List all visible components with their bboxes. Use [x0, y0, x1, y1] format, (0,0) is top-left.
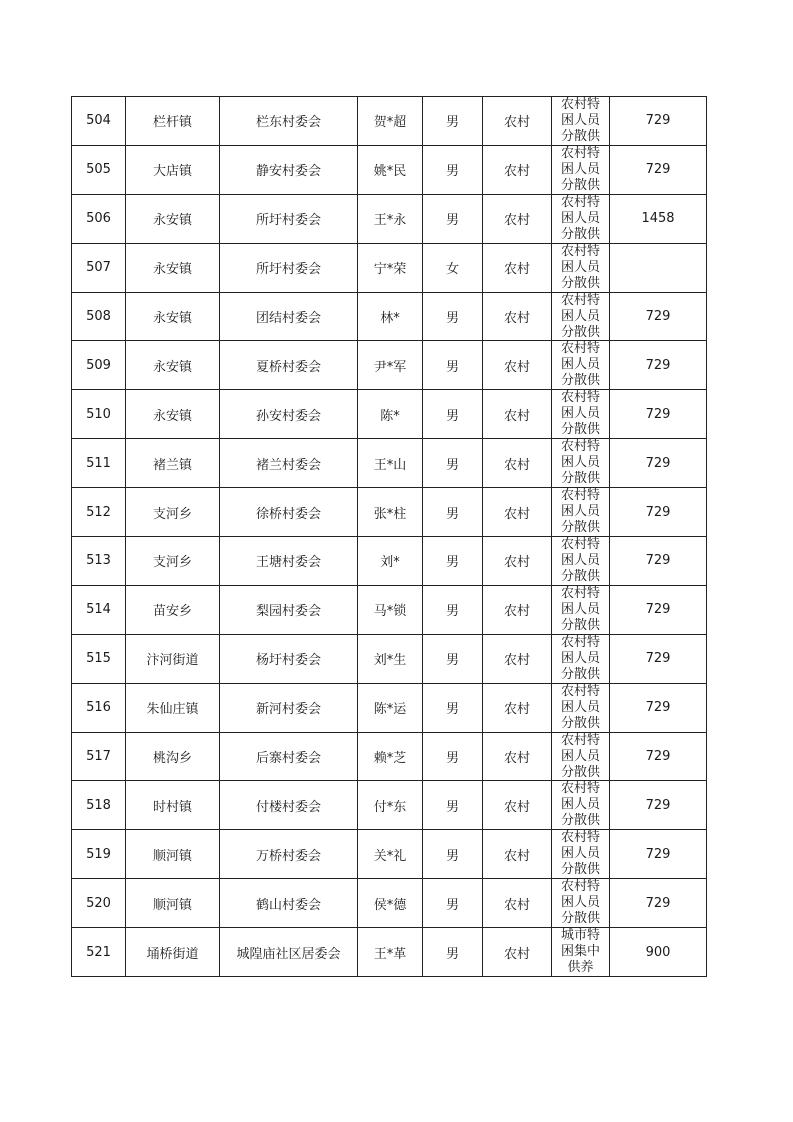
- amount-cell: 729: [610, 585, 707, 634]
- area-type-cell: 农村: [483, 585, 552, 634]
- table-row: [72, 634, 707, 683]
- support-type-line: 困人员: [560, 601, 600, 617]
- committee-cell: 所圩村委会: [220, 243, 358, 292]
- table-row: [72, 243, 707, 292]
- town-cell: 顺河镇: [126, 879, 220, 928]
- support-type-cell: [552, 879, 610, 928]
- support-type-cell: [552, 243, 610, 292]
- town-cell: 朱仙庄镇: [126, 683, 220, 732]
- support-type-line: 分散供: [560, 862, 600, 878]
- person-name-cell: 陈*: [358, 390, 423, 439]
- support-type-cell: [552, 732, 610, 781]
- support-type-line: 供养: [567, 960, 594, 976]
- support-type-cell: [552, 781, 610, 830]
- table-row: [72, 488, 707, 537]
- support-type-text: [552, 439, 609, 486]
- support-type-cell: [552, 97, 610, 146]
- row-number-cell: 518: [72, 781, 126, 830]
- person-name-cell: 张*柱: [358, 488, 423, 537]
- support-type-line: 分散供: [560, 764, 600, 780]
- gender-cell: 男: [423, 781, 483, 830]
- table-row: [72, 97, 707, 146]
- town-cell: 褚兰镇: [126, 439, 220, 488]
- support-type-line: 农村特: [560, 830, 600, 846]
- support-type-line: 农村特: [560, 390, 600, 406]
- table-row: [72, 879, 707, 928]
- support-type-line: 困人员: [560, 455, 600, 471]
- support-type-line: 农村特: [560, 879, 600, 895]
- support-type-line: 农村特: [560, 585, 600, 601]
- town-cell: 苗安乡: [126, 585, 220, 634]
- amount-cell: 729: [610, 97, 707, 146]
- row-number-cell: 515: [72, 634, 126, 683]
- town-cell: 桃沟乡: [126, 732, 220, 781]
- table-row: [72, 341, 707, 390]
- table-row: [72, 585, 707, 634]
- gender-cell: 男: [423, 732, 483, 781]
- town-cell: 永安镇: [126, 390, 220, 439]
- row-number-cell: 513: [72, 537, 126, 586]
- amount-cell: 729: [610, 634, 707, 683]
- person-name-cell: 赖*芝: [358, 732, 423, 781]
- support-type-line: 分散供: [560, 373, 600, 389]
- row-number-cell: 511: [72, 439, 126, 488]
- person-name-cell: 贺*超: [358, 97, 423, 146]
- committee-cell: 栏东村委会: [220, 97, 358, 146]
- committee-cell: 团结村委会: [220, 292, 358, 341]
- gender-cell: 男: [423, 97, 483, 146]
- committee-cell: 王塘村委会: [220, 537, 358, 586]
- support-type-text: [552, 390, 609, 437]
- amount-cell: 1458: [610, 194, 707, 243]
- row-number-cell: 512: [72, 488, 126, 537]
- support-type-line: 分散供: [560, 520, 600, 536]
- support-type-cell: [552, 439, 610, 488]
- town-cell: 大店镇: [126, 145, 220, 194]
- support-type-line: 分散供: [560, 569, 600, 585]
- row-number-cell: 521: [72, 928, 126, 977]
- committee-cell: 孙安村委会: [220, 390, 358, 439]
- town-cell: 栏杆镇: [126, 97, 220, 146]
- row-number-cell: 517: [72, 732, 126, 781]
- support-type-line: 农村特: [560, 634, 600, 650]
- amount-cell: 729: [610, 145, 707, 194]
- table-row: [72, 928, 707, 977]
- support-type-cell: [552, 683, 610, 732]
- support-type-line: 农村特: [560, 488, 600, 504]
- gender-cell: 男: [423, 537, 483, 586]
- person-name-cell: 刘*生: [358, 634, 423, 683]
- town-cell: 永安镇: [126, 341, 220, 390]
- gender-cell: 男: [423, 634, 483, 683]
- person-name-cell: 林*: [358, 292, 423, 341]
- gender-cell: 男: [423, 683, 483, 732]
- gender-cell: 男: [423, 439, 483, 488]
- support-type-line: 困人员: [560, 210, 600, 226]
- area-type-cell: 农村: [483, 439, 552, 488]
- table-row: [72, 683, 707, 732]
- support-type-line: 困人员: [560, 650, 600, 666]
- support-type-line: 困人员: [560, 895, 600, 911]
- gender-cell: 男: [423, 488, 483, 537]
- person-name-cell: 王*永: [358, 194, 423, 243]
- support-type-text: [552, 928, 609, 975]
- support-type-text: [552, 586, 609, 633]
- row-number-cell: 505: [72, 145, 126, 194]
- area-type-cell: 农村: [483, 390, 552, 439]
- person-name-cell: 关*礼: [358, 830, 423, 879]
- support-type-cell: [552, 292, 610, 341]
- person-name-cell: 姚*民: [358, 145, 423, 194]
- gender-cell: 男: [423, 928, 483, 977]
- support-type-cell: [552, 634, 610, 683]
- amount-cell: 729: [610, 830, 707, 879]
- gender-cell: 男: [423, 830, 483, 879]
- support-type-cell: [552, 585, 610, 634]
- area-type-cell: 农村: [483, 634, 552, 683]
- person-name-cell: 马*锁: [358, 585, 423, 634]
- support-type-cell: [552, 194, 610, 243]
- person-name-cell: 刘*: [358, 537, 423, 586]
- support-type-text: [552, 879, 609, 926]
- support-type-line: 困人员: [560, 406, 600, 422]
- committee-cell: 夏桥村委会: [220, 341, 358, 390]
- support-type-line: 农村特: [560, 194, 600, 210]
- support-type-cell: [552, 341, 610, 390]
- support-type-line: 困人员: [560, 699, 600, 715]
- town-cell: 永安镇: [126, 194, 220, 243]
- amount-cell: 900: [610, 928, 707, 977]
- support-type-cell: [552, 830, 610, 879]
- row-number-cell: 516: [72, 683, 126, 732]
- relief-recipients-table: [71, 96, 707, 977]
- area-type-cell: 农村: [483, 537, 552, 586]
- area-type-cell: 农村: [483, 488, 552, 537]
- row-number-cell: 520: [72, 879, 126, 928]
- area-type-cell: 农村: [483, 97, 552, 146]
- support-type-text: [552, 97, 609, 144]
- area-type-cell: 农村: [483, 341, 552, 390]
- support-type-line: 困人员: [560, 357, 600, 373]
- area-type-cell: 农村: [483, 830, 552, 879]
- support-type-text: [552, 537, 609, 584]
- support-type-line: 分散供: [560, 129, 600, 144]
- row-number-cell: 509: [72, 341, 126, 390]
- town-cell: 时村镇: [126, 781, 220, 830]
- amount-cell: 729: [610, 488, 707, 537]
- support-type-line: 分散供: [560, 911, 600, 927]
- table-row: [72, 830, 707, 879]
- support-type-cell: [552, 145, 610, 194]
- row-number-cell: 514: [72, 585, 126, 634]
- gender-cell: 女: [423, 243, 483, 292]
- support-type-line: 分散供: [560, 715, 600, 731]
- row-number-cell: 508: [72, 292, 126, 341]
- support-type-line: 分散供: [560, 617, 600, 633]
- support-type-line: 农村特: [560, 341, 600, 357]
- area-type-cell: 农村: [483, 928, 552, 977]
- support-type-line: 困人员: [560, 259, 600, 275]
- support-type-line: 分散供: [560, 275, 600, 291]
- support-type-line: 困人员: [560, 113, 600, 128]
- amount-cell: 729: [610, 781, 707, 830]
- support-type-line: 农村特: [560, 145, 600, 161]
- relief-table-sheet: [71, 96, 707, 977]
- row-number-cell: 507: [72, 243, 126, 292]
- committee-cell: 杨圩村委会: [220, 634, 358, 683]
- area-type-cell: 农村: [483, 292, 552, 341]
- town-cell: 支河乡: [126, 488, 220, 537]
- person-name-cell: 王*革: [358, 928, 423, 977]
- support-type-text: [552, 781, 609, 828]
- row-number-cell: 504: [72, 97, 126, 146]
- support-type-cell: [552, 928, 610, 977]
- support-type-line: 农村特: [560, 97, 600, 112]
- town-cell: 支河乡: [126, 537, 220, 586]
- town-cell: 汴河街道: [126, 634, 220, 683]
- gender-cell: 男: [423, 879, 483, 928]
- area-type-cell: 农村: [483, 145, 552, 194]
- committee-cell: 新河村委会: [220, 683, 358, 732]
- gender-cell: 男: [423, 292, 483, 341]
- table-body: [72, 97, 707, 977]
- row-number-cell: 506: [72, 194, 126, 243]
- table-row: [72, 292, 707, 341]
- support-type-line: 农村特: [560, 683, 600, 699]
- row-number-cell: 519: [72, 830, 126, 879]
- support-type-text: [552, 146, 609, 193]
- committee-cell: 城隍庙社区居委会: [220, 928, 358, 977]
- support-type-text: [552, 244, 609, 291]
- support-type-line: 农村特: [560, 292, 600, 308]
- committee-cell: 梨园村委会: [220, 585, 358, 634]
- support-type-line: 困人员: [560, 308, 600, 324]
- support-type-line: 农村特: [560, 243, 600, 259]
- amount-cell: 729: [610, 537, 707, 586]
- gender-cell: 男: [423, 390, 483, 439]
- person-name-cell: 王*山: [358, 439, 423, 488]
- town-cell: 顺河镇: [126, 830, 220, 879]
- area-type-cell: 农村: [483, 879, 552, 928]
- committee-cell: 万桥村委会: [220, 830, 358, 879]
- support-type-line: 分散供: [560, 666, 600, 682]
- person-name-cell: 陈*运: [358, 683, 423, 732]
- town-cell: 永安镇: [126, 243, 220, 292]
- area-type-cell: 农村: [483, 683, 552, 732]
- committee-cell: 付楼村委会: [220, 781, 358, 830]
- person-name-cell: 付*东: [358, 781, 423, 830]
- support-type-line: 分散供: [560, 813, 600, 829]
- committee-cell: 徐桥村委会: [220, 488, 358, 537]
- support-type-text: [552, 635, 609, 682]
- support-type-line: 困集中: [560, 944, 600, 960]
- amount-cell: 729: [610, 879, 707, 928]
- support-type-cell: [552, 537, 610, 586]
- town-cell: 埇桥街道: [126, 928, 220, 977]
- table-row: [72, 537, 707, 586]
- gender-cell: 男: [423, 585, 483, 634]
- support-type-line: 农村特: [560, 781, 600, 797]
- committee-cell: 褚兰村委会: [220, 439, 358, 488]
- committee-cell: 鹤山村委会: [220, 879, 358, 928]
- amount-cell: 729: [610, 390, 707, 439]
- support-type-text: [552, 830, 609, 877]
- support-type-cell: [552, 390, 610, 439]
- table-row: [72, 439, 707, 488]
- support-type-text: [552, 341, 609, 388]
- town-cell: 永安镇: [126, 292, 220, 341]
- gender-cell: 男: [423, 341, 483, 390]
- amount-cell: 729: [610, 732, 707, 781]
- support-type-line: 困人员: [560, 504, 600, 520]
- gender-cell: 男: [423, 145, 483, 194]
- person-name-cell: 尹*军: [358, 341, 423, 390]
- support-type-line: 农村特: [560, 537, 600, 553]
- area-type-cell: 农村: [483, 243, 552, 292]
- table-row: [72, 390, 707, 439]
- support-type-line: 分散供: [560, 177, 600, 193]
- support-type-text: [552, 684, 609, 731]
- area-type-cell: 农村: [483, 781, 552, 830]
- support-type-line: 城市特: [560, 928, 600, 944]
- person-name-cell: 宁*荣: [358, 243, 423, 292]
- support-type-line: 困人员: [560, 161, 600, 177]
- support-type-line: 困人员: [560, 553, 600, 569]
- amount-cell: 729: [610, 292, 707, 341]
- amount-cell: 729: [610, 439, 707, 488]
- support-type-line: 困人员: [560, 748, 600, 764]
- table-row: [72, 145, 707, 194]
- area-type-cell: 农村: [483, 732, 552, 781]
- committee-cell: 所圩村委会: [220, 194, 358, 243]
- support-type-text: [552, 488, 609, 535]
- support-type-line: 农村特: [560, 439, 600, 455]
- support-type-line: 困人员: [560, 846, 600, 862]
- support-type-line: 分散供: [560, 422, 600, 438]
- amount-cell: 729: [610, 341, 707, 390]
- support-type-cell: [552, 488, 610, 537]
- row-number-cell: 510: [72, 390, 126, 439]
- committee-cell: 静安村委会: [220, 145, 358, 194]
- support-type-line: 农村特: [560, 732, 600, 748]
- support-type-line: 分散供: [560, 471, 600, 487]
- person-name-cell: 侯*德: [358, 879, 423, 928]
- support-type-line: 分散供: [560, 324, 600, 340]
- amount-cell: 729: [610, 683, 707, 732]
- support-type-line: 分散供: [560, 226, 600, 242]
- table-row: [72, 194, 707, 243]
- support-type-text: [552, 195, 609, 242]
- gender-cell: 男: [423, 194, 483, 243]
- amount-cell: [610, 243, 707, 292]
- table-row: [72, 732, 707, 781]
- committee-cell: 后寨村委会: [220, 732, 358, 781]
- area-type-cell: 农村: [483, 194, 552, 243]
- support-type-text: [552, 293, 609, 340]
- support-type-line: 困人员: [560, 797, 600, 813]
- support-type-text: [552, 733, 609, 780]
- table-row: [72, 781, 707, 830]
